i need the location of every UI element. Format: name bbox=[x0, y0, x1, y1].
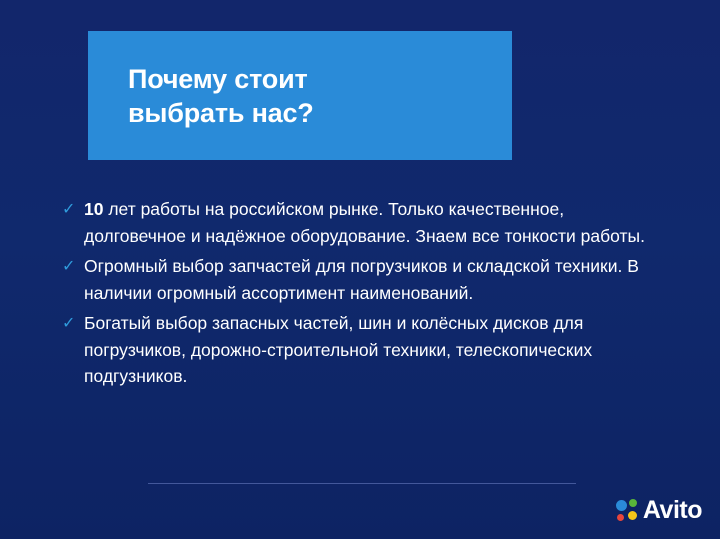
list-item-lead: 10 bbox=[84, 199, 104, 219]
list-item-text bbox=[84, 196, 662, 249]
check-icon: ✓ bbox=[62, 315, 76, 332]
avito-logo-icon bbox=[616, 499, 639, 522]
list-item-body: Богатый выбор запасных частей, шин и колёсных дисков для погрузчиков, дорожно-строительной техники, телескопических подгузников. bbox=[84, 313, 593, 386]
check-icon: ✓ bbox=[62, 258, 76, 275]
title-line-2: выбрать нас? bbox=[128, 97, 314, 128]
bullet-list bbox=[62, 196, 662, 394]
logo-dot-red bbox=[617, 514, 624, 521]
title-line-1: Почему стоит bbox=[128, 63, 308, 94]
list-item-body: Огромный выбор запчастей для погрузчиков и складской техники. В наличии огромный ассортимент наименований. bbox=[84, 256, 639, 303]
avito-wordmark: Avito bbox=[642, 495, 702, 524]
list-item bbox=[62, 310, 662, 390]
list-item bbox=[62, 253, 662, 306]
logo-dot-blue bbox=[616, 500, 627, 511]
title-box bbox=[88, 31, 512, 160]
check-icon: ✓ bbox=[62, 201, 76, 218]
list-item bbox=[62, 196, 662, 249]
logo-dot-yellow bbox=[628, 511, 637, 520]
list-item-text bbox=[84, 253, 662, 306]
avito-watermark bbox=[616, 495, 702, 525]
list-item-text bbox=[84, 310, 662, 390]
list-item-body: лет работы на российском рынке. Только качественное, долговечное и надёжное оборудование. Знаем все тонкости работы. bbox=[84, 199, 645, 246]
logo-dot-green bbox=[629, 499, 637, 507]
divider bbox=[148, 483, 576, 484]
